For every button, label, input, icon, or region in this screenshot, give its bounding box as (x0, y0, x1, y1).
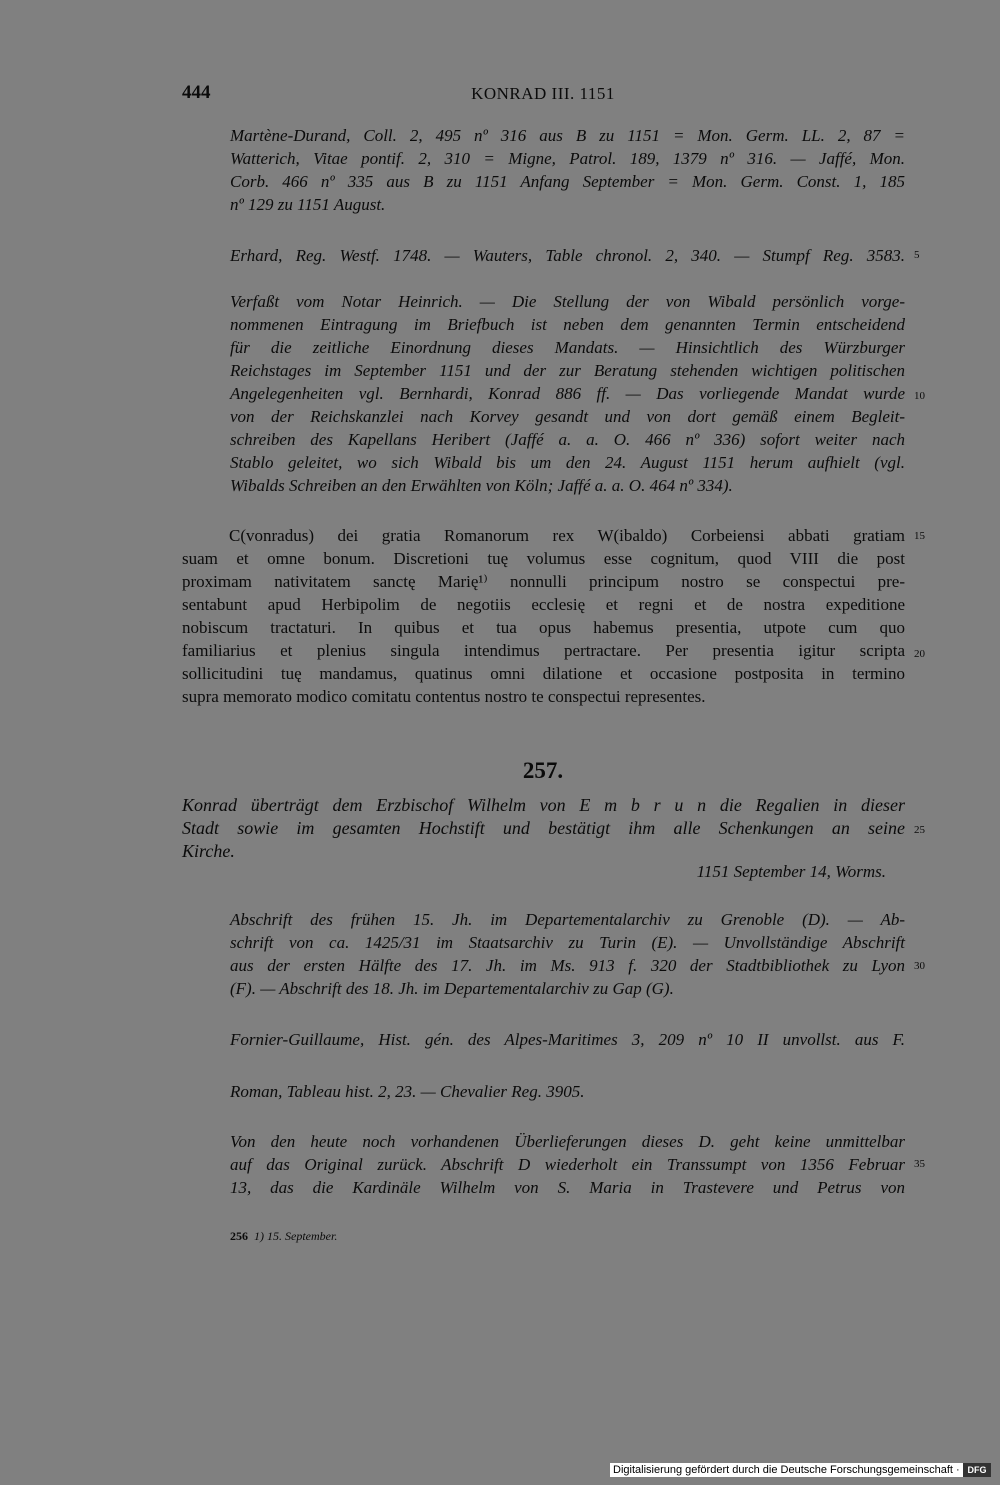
text-line: Verfaßt vom Notar Heinrich. — Die Stellung der von Wibald persönlich vorge- (230, 292, 905, 311)
line-number: 25 (914, 824, 925, 836)
text-line: Kirche. (182, 841, 235, 861)
text-line: Konrad überträgt dem Erzbischof Wilhelm von E m b r u n die Regalien in dieser (182, 795, 905, 815)
text-line: sollicitudini tuę mandamus, quatinus omni dilatione et occasione postposita in termino (182, 664, 905, 683)
doc257-regest (182, 794, 905, 866)
footnote-ref: 256 (230, 1229, 248, 1243)
doc257-regesta (230, 1080, 905, 1104)
text-line: aus der ersten Hälfte des 17. Jh. im Ms. 913 f. 320 der Stadtbibliothek zu Lyon (230, 956, 905, 975)
text-line: proximam nativitatem sanctę Marię¹⁾ nonnulli principum nostro se conspectui pre- (182, 572, 905, 591)
text-line: Roman, Tableau hist. 2, 23. — Chevalier Reg. 3905. (230, 1082, 585, 1101)
text-line: schreiben des Kapellans Heribert (Jaffé a. a. O. 466 nº 336) sofort weiter nach (230, 430, 905, 449)
line-number: 20 (914, 648, 925, 660)
text-line: supra memorato modico comitatu contentus nostro te conspectui representes. (182, 687, 706, 706)
doc256-editions (230, 124, 905, 224)
document-number: 257. (522, 758, 564, 783)
text-line: suam et omne bonum. Discretioni tuę volumus esse cognitum, quod VIII die post (182, 549, 905, 568)
text-line: auf das Original zurück. Abschrift D wiederholt ein Transsumpt von 1356 Februar (230, 1155, 905, 1174)
dateline: 1151 September 14, Worms. (696, 862, 886, 881)
text-line: Wibalds Schreiben an den Erwählten von Köln; Jaffé a. a. O. 464 nº 334). (230, 476, 733, 495)
dfg-logo: DFG (963, 1463, 991, 1477)
footnote (230, 1229, 337, 1244)
doc256-regesta (230, 244, 905, 268)
text-line: nommenen Eintragung im Briefbuch ist neben dem genannten Termin entscheidend (230, 315, 905, 334)
text-line: nobiscum tractaturi. In quibus et tua opus habemus presentia, utpote cum quo (182, 618, 905, 637)
digitization-credit: Digitalisierung gefördert durch die Deutsche Forschungsgemeinschaft · (610, 1463, 963, 1477)
text-line: Corb. 466 nº 335 aus B zu 1151 Anfang September = Mon. Germ. Const. 1, 185 (230, 172, 905, 191)
text-line: für die zeitliche Einordnung dieses Mandats. — Hinsichtlich des Würzburger (230, 338, 905, 357)
text-line: Abschrift des frühen 15. Jh. im Departementalarchiv zu Grenoble (D). — Ab- (230, 910, 905, 929)
text-line: Fornier-Guillaume, Hist. gén. des Alpes-Maritimes 3, 209 nº 10 II unvollst. aus F. (230, 1030, 905, 1049)
line-number: 15 (914, 530, 925, 542)
line-number: 10 (914, 390, 925, 402)
line-number: 5 (914, 249, 920, 261)
doc256-commentary (230, 290, 905, 500)
text-line: Erhard, Reg. Westf. 1748. — Wauters, Table chronol. 2, 340. — Stumpf Reg. 3583. (230, 246, 905, 265)
text-line: von der Reichskanzlei nach Korvey gesandt und von dort gemäß einem Begleit- (230, 407, 905, 426)
running-title: KONRAD III. 1151 (471, 84, 615, 103)
text-line: familiarius et plenius singula intendimus pertractare. Per presentia igitur scripta (182, 641, 905, 660)
doc256-text (182, 524, 905, 714)
page-number: 444 (182, 82, 211, 103)
text-line: Martène-Durand, Coll. 2, 495 nº 316 aus B zu 1151 = Mon. Germ. LL. 2, 87 = (230, 126, 905, 145)
doc257-tradition (230, 908, 905, 1004)
text-line: Watterich, Vitae pontif. 2, 310 = Migne, Patrol. 189, 1379 nº 316. — Jaffé, Mon. (230, 149, 905, 168)
text-line: (F). — Abschrift des 18. Jh. im Departementalarchiv zu Gap (G). (230, 979, 674, 998)
doc257-commentary (230, 1130, 905, 1202)
line-number: 35 (914, 1158, 925, 1170)
text-line: Von den heute noch vorhandenen Überlieferungen dieses D. geht keine unmittelbar (230, 1132, 905, 1151)
line-number: 30 (914, 960, 925, 972)
doc257-editions (230, 1028, 905, 1052)
text-line: Stadt sowie im gesamten Hochstift und bestätigt ihm alle Schenkungen an seine (182, 818, 905, 838)
text-line: 13, das die Kardinäle Wilhelm von S. Maria in Trastevere und Petrus von (230, 1178, 905, 1197)
text-line: Stablo geleitet, wo sich Wibald bis um den 24. August 1151 herum aufhielt (vgl. (230, 453, 905, 472)
text-line: Angelegenheiten vgl. Bernhardi, Konrad 886 ff. — Das vorliegende Mandat wurde (230, 384, 905, 403)
text-line: Reichstages im September 1151 und der zur Beratung stehenden wichtigen politischen (230, 361, 905, 380)
footnote-text: 1) 15. September. (254, 1229, 338, 1243)
text-line: C(vonradus) dei gratia Romanorum rex W(ibaldo) Corbeiensi abbati gratiam (229, 526, 905, 545)
text-line: nº 129 zu 1151 August. (230, 195, 386, 214)
text-line: schrift von ca. 1425/31 im Staatsarchiv zu Turin (E). — Unvollständige Abschrift (230, 933, 905, 952)
text-line: sentabunt apud Herbipolim de negotiis ecclesię et regni et de nostra expeditione (182, 595, 905, 614)
